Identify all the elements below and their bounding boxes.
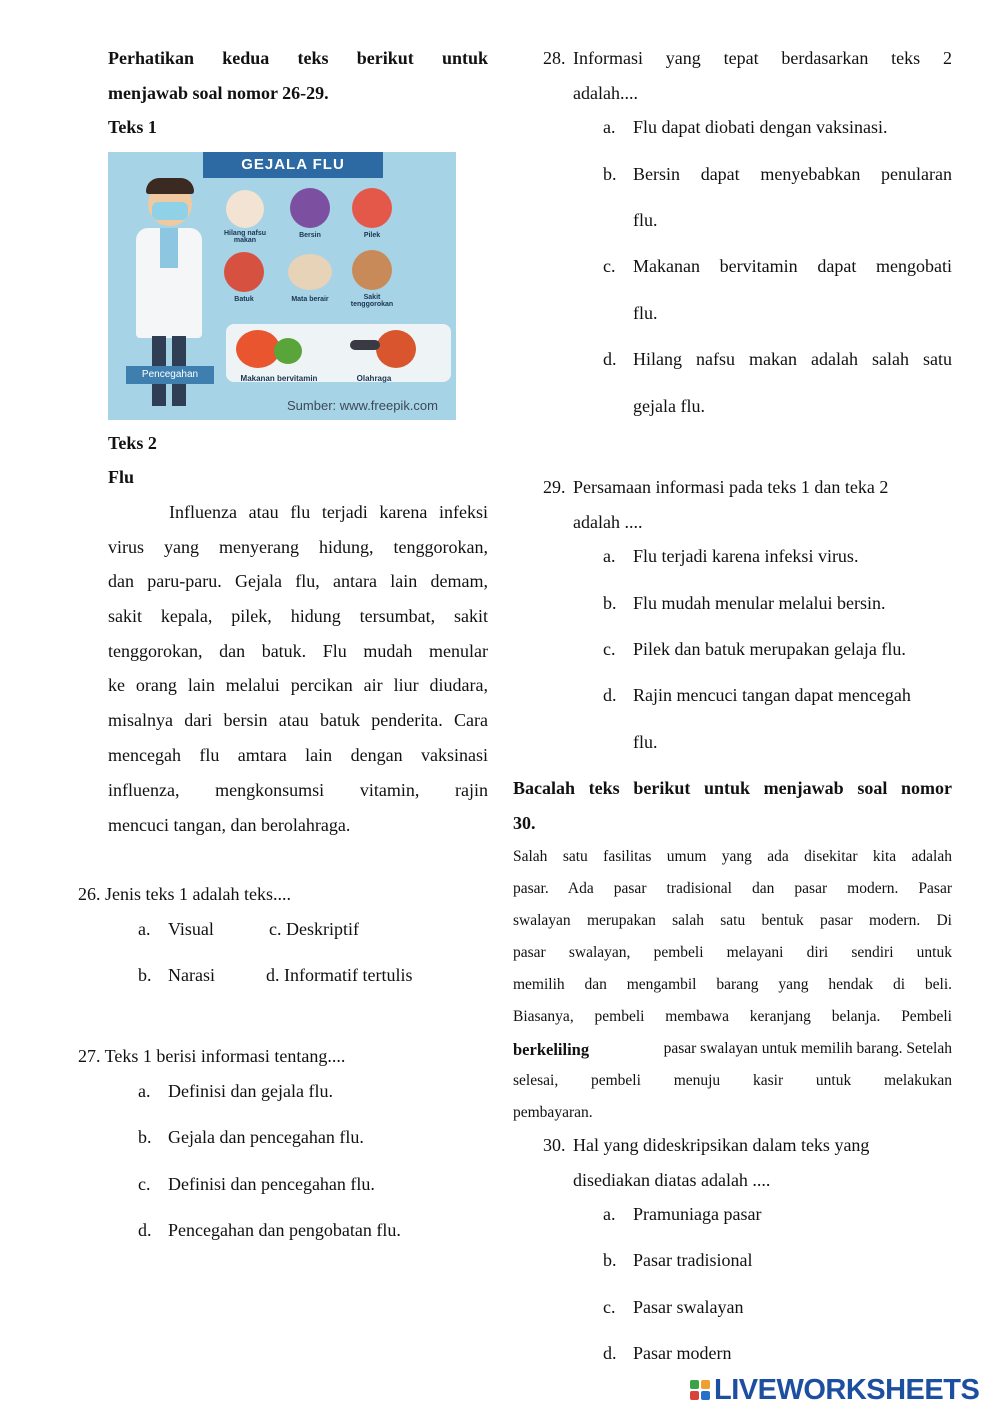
option-text: Visual xyxy=(168,919,214,939)
teks2-line: mencegah flu amtara lain dengan vaksinasi xyxy=(108,745,488,765)
option-letter: c. xyxy=(603,256,616,276)
section30-line: pembayaran. xyxy=(513,1104,593,1121)
section30-line: memilih dan mengambil barang yang hendak di beli. xyxy=(513,976,952,993)
option-text: Flu dapat diobati dengan vaksinasi. xyxy=(633,117,888,137)
q26-option-a[interactable] xyxy=(138,919,214,940)
q28-option-d-line-2: gejala flu. xyxy=(633,396,705,416)
option-letter: d. xyxy=(603,349,617,369)
option-text: Definisi dan gejala flu. xyxy=(168,1081,333,1101)
teks2-line: tenggorokan, dan batuk. Flu mudah menular xyxy=(108,641,488,661)
option-letter: a. xyxy=(138,1081,151,1101)
teks1-label: Teks 1 xyxy=(108,117,157,137)
option-text: Flu terjadi karena infeksi virus. xyxy=(633,546,859,566)
option-text: Narasi xyxy=(168,965,215,985)
q27-option-d[interactable] xyxy=(138,1220,401,1241)
symptom-label: Mata berair xyxy=(291,296,329,303)
poster-source: Sumber: www.freepik.com xyxy=(287,398,438,413)
q28-option-b-line-1: Bersin dapat menyebabkan penularan xyxy=(633,164,952,184)
q28-option-d[interactable] xyxy=(603,349,633,370)
q28-option-c[interactable] xyxy=(603,256,633,277)
option-text: Pasar tradisional xyxy=(633,1250,753,1270)
q29-option-b[interactable] xyxy=(603,593,885,614)
q28-option-b-line-2: flu. xyxy=(633,210,658,230)
prevention-item: Olahraga xyxy=(356,374,392,383)
q29-number: 29. xyxy=(543,477,566,497)
prevention-item: Makanan bervitamin xyxy=(240,374,318,383)
q26-option-d[interactable]: d. Informatif tertulis xyxy=(266,965,413,985)
option-text: Rajin mencuci tangan dapat mencegah xyxy=(633,685,911,705)
symptom-label: Hilang nafsu makan xyxy=(223,230,266,244)
q27-option-c[interactable] xyxy=(138,1174,375,1195)
symptom-label: Sakit tenggorokan xyxy=(350,294,394,308)
line-rest: pasar swalayan untuk memilih barang. Setelah xyxy=(663,1040,952,1057)
q30-option-a[interactable] xyxy=(603,1204,761,1225)
q28-option-d-line-1: Hilang nafsu makan adalah salah satu xyxy=(633,349,952,369)
teks2-line: sakit kepala, pilek, hidung tersumbat, sakit xyxy=(108,606,488,626)
teks2-label: Teks 2 xyxy=(108,433,157,453)
symptom-label: Batuk xyxy=(234,296,254,303)
gejala-flu-poster xyxy=(108,152,456,420)
q29-option-c[interactable] xyxy=(603,639,906,660)
option-letter: b. xyxy=(138,965,152,985)
bold-word: berkeliling xyxy=(513,1040,590,1059)
q29-option-d-line-2: flu. xyxy=(633,732,658,752)
section30-line: pasar swalayan, pembeli melayani diri sendiri untuk xyxy=(513,944,952,961)
option-letter: d. xyxy=(603,1343,617,1363)
section30-line: Salah satu fasilitas umum yang ada disekitar kita adalah xyxy=(513,848,952,865)
section30-line: pasar. Ada pasar tradisional dan pasar modern. Pasar xyxy=(513,880,952,897)
q29-option-d[interactable] xyxy=(603,685,911,706)
q27-question: 27. Teks 1 berisi informasi tentang.... xyxy=(78,1046,346,1066)
option-letter: a. xyxy=(603,117,616,137)
option-letter: a. xyxy=(138,919,151,939)
dumbbell-icon xyxy=(350,340,380,350)
q26-option-c[interactable]: c. Deskriptif xyxy=(269,919,359,939)
q30-question-line-2: disediakan diatas adalah .... xyxy=(573,1170,771,1190)
option-text: Pasar modern xyxy=(633,1343,732,1363)
q26-question: 26. Jenis teks 1 adalah teks.... xyxy=(78,884,291,904)
q29-question-line-1: Persamaan informasi pada teks 1 dan teka 2 xyxy=(573,477,889,497)
intro-line-2: menjawab soal nomor 26-29. xyxy=(108,83,329,103)
section30-line: swalayan merupakan salah satu bentuk pasar modern. Di xyxy=(513,912,952,929)
option-text: Pasar swalayan xyxy=(633,1297,744,1317)
section30-line: selesai, pembeli menuju kasir untuk melakukan xyxy=(513,1072,952,1089)
q29-option-a[interactable] xyxy=(603,546,858,567)
q28-question-line-2: adalah.... xyxy=(573,83,638,103)
q30-option-b[interactable] xyxy=(603,1250,752,1271)
prevention-label: Pencegahan xyxy=(126,366,214,384)
teks2-line: Influenza atau flu terjadi karena infeksi xyxy=(169,502,488,522)
plate-icon xyxy=(226,190,264,228)
sneeze-icon xyxy=(290,188,330,228)
q26-option-b[interactable] xyxy=(138,965,215,986)
option-letter: d. xyxy=(138,1220,152,1240)
section30-heading-line-2: 30. xyxy=(513,813,536,833)
option-letter: c. xyxy=(138,1174,151,1194)
option-text: Pramuniaga pasar xyxy=(633,1204,762,1224)
liveworksheets-logo[interactable] xyxy=(690,1372,979,1408)
q28-option-a[interactable] xyxy=(603,117,887,138)
teks2-line: influenza, mengkonsumsi vitamin, rajin xyxy=(108,780,488,800)
teks2-line: virus yang menyerang hidung, tenggorokan, xyxy=(108,537,488,557)
q27-option-b[interactable] xyxy=(138,1127,364,1148)
logo-mark-icon xyxy=(690,1380,710,1400)
q28-question-line-1: Informasi yang tepat berdasarkan teks 2 xyxy=(573,48,952,68)
option-text: Flu mudah menular melalui bersin. xyxy=(633,593,886,613)
option-letter: a. xyxy=(603,546,616,566)
q28-option-c-line-2: flu. xyxy=(633,303,658,323)
teks2-line: dan paru-paru. Gejala flu, antara lain demam, xyxy=(108,571,488,591)
option-text: Pencegahan dan pengobatan flu. xyxy=(168,1220,401,1240)
q28-option-c-line-1: Makanan bervitamin dapat mengobati xyxy=(633,256,952,276)
ball-icon xyxy=(376,330,416,368)
option-letter: b. xyxy=(603,593,617,613)
option-text: Pilek dan batuk merupakan gelaja flu. xyxy=(633,639,906,659)
poster-title: GEJALA FLU xyxy=(203,152,383,178)
cough-icon xyxy=(224,252,264,292)
option-letter: a. xyxy=(603,1204,616,1224)
broccoli-icon xyxy=(274,338,302,364)
teks2-line: misalnya dari bersin atau batuk penderita. Cara xyxy=(108,710,488,730)
teks2-line: ke orang lain melalui percikan air liur diudara, xyxy=(108,675,488,695)
q29-question-line-2: adalah .... xyxy=(573,512,643,532)
symptom-label: Bersin xyxy=(299,232,321,239)
option-letter: b. xyxy=(603,1250,617,1270)
section30-line-7 xyxy=(513,1040,952,1060)
option-text: Definisi dan pencegahan flu. xyxy=(168,1174,375,1194)
q30-option-d[interactable] xyxy=(603,1343,731,1364)
option-letter: d. xyxy=(603,685,617,705)
option-letter: b. xyxy=(603,164,617,184)
runny-nose-icon xyxy=(352,188,392,228)
intro-line-1: Perhatikan kedua teks berikut untuk xyxy=(108,48,488,68)
option-letter: c. xyxy=(603,639,616,659)
logo-text: LIVEWORKSHEETS xyxy=(714,1373,980,1406)
q30-question-line-1: Hal yang dideskripsikan dalam teks yang xyxy=(573,1135,870,1155)
teks2-line: mencuci tangan, dan berolahraga. xyxy=(108,815,351,835)
sore-throat-icon xyxy=(352,250,392,290)
q28-number: 28. xyxy=(543,48,566,68)
symptom-label: Pilek xyxy=(363,232,381,239)
section30-line: Biasanya, pembeli membawa keranjang belanja. Pembeli xyxy=(513,1008,952,1025)
q28-option-b[interactable] xyxy=(603,164,633,185)
option-letter: c. xyxy=(603,1297,616,1317)
option-text: Gejala dan pencegahan flu. xyxy=(168,1127,364,1147)
q30-number: 30. xyxy=(543,1135,566,1155)
eye-icon xyxy=(288,254,332,290)
section30-heading-line-1: Bacalah teks berikut untuk menjawab soal nomor xyxy=(513,778,952,798)
teks2-title: Flu xyxy=(108,467,135,487)
option-letter: b. xyxy=(138,1127,152,1147)
q27-option-a[interactable] xyxy=(138,1081,333,1102)
q30-option-c[interactable] xyxy=(603,1297,743,1318)
